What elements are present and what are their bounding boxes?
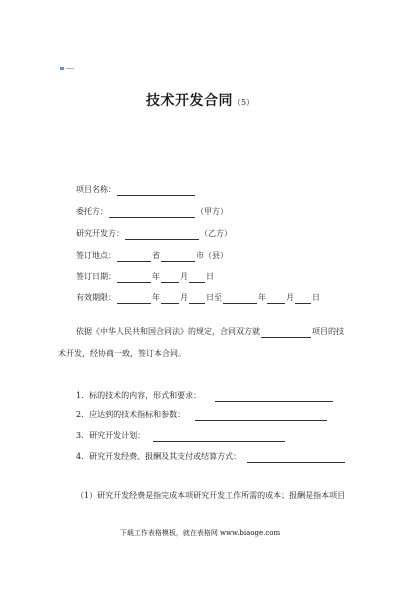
clause-1-input[interactable] bbox=[215, 392, 333, 402]
logo-square-icon bbox=[60, 67, 64, 70]
field-sign-date bbox=[76, 271, 214, 283]
valid-label: 有效期限： bbox=[76, 293, 116, 302]
clause-4-note: （1）研究开发经费是指完成本项研究开发工作所需的成本；报酬是指本项目 bbox=[76, 491, 346, 500]
valid-start-year-text: 年 bbox=[152, 293, 160, 302]
header-logo-mark bbox=[60, 67, 74, 70]
intro-project-input[interactable] bbox=[261, 328, 311, 338]
intro-text-b: 项目的技 bbox=[312, 327, 344, 336]
intro-line-1 bbox=[76, 326, 344, 338]
valid-end-month-input[interactable] bbox=[267, 294, 285, 304]
party-b-input[interactable] bbox=[125, 230, 199, 240]
sign-date-label: 签订日期： bbox=[76, 272, 116, 281]
party-a-label: 委托方： bbox=[76, 207, 108, 216]
valid-start-year-input[interactable] bbox=[117, 294, 151, 304]
document-title bbox=[0, 90, 400, 110]
clause-4-input[interactable] bbox=[247, 453, 345, 463]
year-text: 年 bbox=[152, 272, 160, 281]
valid-start-month-input[interactable] bbox=[161, 294, 179, 304]
clause-3-text: 3．研究开发计划： bbox=[76, 431, 146, 440]
valid-start-day-input[interactable] bbox=[189, 294, 205, 304]
field-party-a bbox=[76, 206, 228, 218]
party-a-input[interactable] bbox=[109, 208, 195, 218]
field-project-name bbox=[76, 184, 196, 196]
field-party-b bbox=[76, 228, 232, 240]
clause-3 bbox=[76, 430, 286, 442]
title-main: 技术开发合同 bbox=[145, 93, 233, 109]
month-text: 月 bbox=[180, 272, 188, 281]
field-valid-period bbox=[76, 292, 320, 304]
clause-1 bbox=[76, 390, 334, 402]
valid-end-day-input[interactable] bbox=[295, 294, 311, 304]
province-input[interactable] bbox=[117, 252, 151, 262]
valid-end-year-input[interactable] bbox=[223, 294, 257, 304]
logo-line-icon bbox=[66, 68, 74, 69]
clause-3-input[interactable] bbox=[153, 432, 285, 442]
clause-4-text: 4．研究开发经费、报酬及其支付或结算方式： bbox=[76, 452, 242, 461]
valid-end-day-text: 日 bbox=[312, 293, 320, 302]
field-sign-place bbox=[76, 250, 228, 262]
clause-1-text: 1．标的技术的内容，形式和要求： bbox=[76, 391, 202, 400]
city-input[interactable] bbox=[161, 252, 195, 262]
valid-end-year-text: 年 bbox=[258, 293, 266, 302]
clause-2-input[interactable] bbox=[195, 411, 327, 421]
clause-2 bbox=[76, 409, 328, 421]
valid-end-month-text: 月 bbox=[286, 293, 294, 302]
valid-start-month-text: 月 bbox=[180, 293, 188, 302]
project-name-label: 项目名称： bbox=[76, 185, 116, 194]
sign-month-input[interactable] bbox=[161, 273, 179, 283]
clause-4 bbox=[76, 451, 346, 463]
province-text: 省 bbox=[152, 251, 160, 260]
day-text: 日 bbox=[206, 272, 214, 281]
title-number: （5） bbox=[232, 98, 255, 107]
sign-place-label: 签订地点： bbox=[76, 251, 116, 260]
sign-year-input[interactable] bbox=[117, 273, 151, 283]
valid-to-text: 日至 bbox=[206, 293, 222, 302]
party-a-suffix: （甲方） bbox=[196, 207, 228, 216]
project-name-input[interactable] bbox=[117, 186, 195, 196]
city-text: 市（县） bbox=[196, 251, 228, 260]
clause-2-text: 2．应达到的技术指标和参数： bbox=[76, 410, 186, 419]
intro-text-a: 依据《中华人民共和国合同法》的规定，合同双方就 bbox=[76, 327, 260, 336]
intro-line-2: 术开发，经协商一致，签订本合同。 bbox=[58, 349, 186, 358]
party-b-label: 研究开发方： bbox=[76, 229, 124, 238]
page-footer: 下载工作表格模板，就在表格网 www.biaoge.com bbox=[119, 529, 281, 537]
party-b-suffix: （乙方） bbox=[200, 229, 232, 238]
sign-day-input[interactable] bbox=[189, 273, 205, 283]
